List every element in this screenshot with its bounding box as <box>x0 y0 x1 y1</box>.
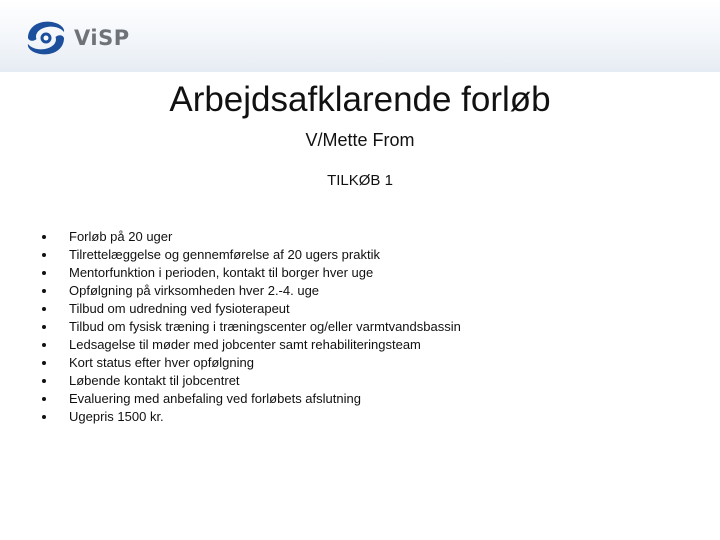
slide-subtitle: V/Mette From <box>305 130 415 150</box>
bullet-item <box>40 390 461 408</box>
bullet-dot-icon <box>42 343 46 347</box>
bullet-text: Ugepris 1500 kr. <box>69 409 164 424</box>
bullet-dot-icon <box>42 415 46 419</box>
bullet-item <box>40 408 461 426</box>
bullet-dot-icon <box>42 361 46 365</box>
bullet-dot-icon <box>42 289 46 293</box>
bullet-item <box>40 336 461 354</box>
bullet-text: Mentorfunktion i perioden, kontakt til borger hver uge <box>69 265 374 280</box>
bullet-text: Tilbud om fysisk træning i træningscenter og/eller varmtvandsbassin <box>69 319 461 334</box>
bullet-text: Tilbud om udredning ved fysioterapeut <box>69 301 290 316</box>
bullet-item <box>40 372 461 390</box>
bullet-text: Forløb på 20 uger <box>69 229 173 244</box>
bullet-item <box>40 264 461 282</box>
bullet-dot-icon <box>42 379 46 383</box>
bullet-text: Tilrettelæggelse og gennemførelse af 20 ugers praktik <box>69 247 380 262</box>
bullet-text: Kort status efter hver opfølgning <box>69 355 254 370</box>
section-heading: TILKØB 1 <box>327 172 393 189</box>
bullet-item <box>40 246 461 264</box>
bullet-item <box>40 228 461 246</box>
bullet-dot-icon <box>42 307 46 311</box>
bullet-dot-icon <box>42 235 46 239</box>
bullet-item <box>40 300 461 318</box>
bullet-item <box>40 282 461 300</box>
bullet-text: Løbende kontakt til jobcentret <box>69 373 240 388</box>
bullet-dot-icon <box>42 271 46 275</box>
bullet-text: Ledsagelse til møder med jobcenter samt rehabiliteringsteam <box>69 337 421 352</box>
bullet-text: Evaluering med anbefaling ved forløbets afslutning <box>69 391 361 406</box>
visp-logo <box>24 18 130 58</box>
logo-wordmark: ViSP <box>74 26 130 50</box>
bullet-item <box>40 318 461 336</box>
slide-title: Arbejdsafklarende forløb <box>169 80 551 119</box>
bullet-item <box>40 354 461 372</box>
bullet-dot-icon <box>42 397 46 401</box>
bullet-dot-icon <box>42 253 46 257</box>
bullet-dot-icon <box>42 325 46 329</box>
bullet-list <box>40 228 461 426</box>
visp-swirl-logo-icon <box>24 18 68 58</box>
bullet-text: Opfølgning på virksomheden hver 2.-4. uge <box>69 283 320 298</box>
